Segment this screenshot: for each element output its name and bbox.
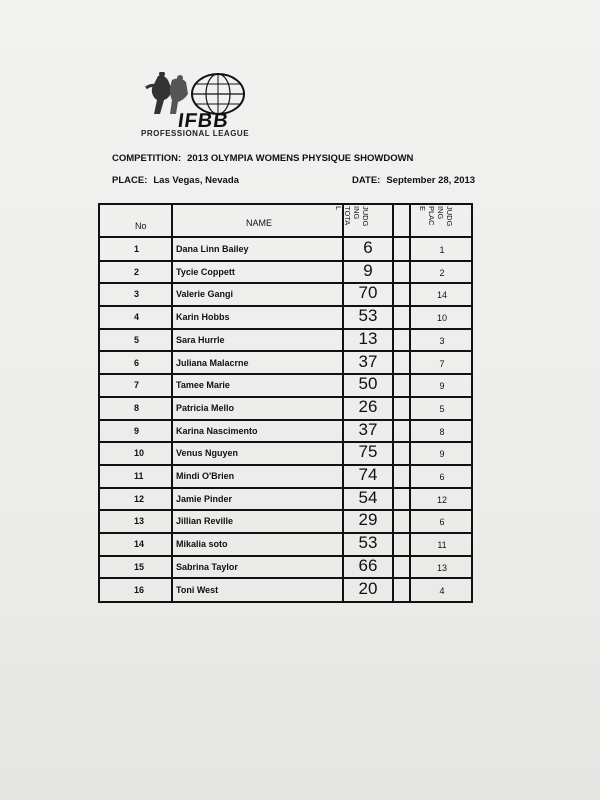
table-border-top xyxy=(98,203,473,205)
judging-place: 5 xyxy=(439,403,445,414)
table-row xyxy=(98,352,473,375)
competition-value: 2013 OLYMPIA WOMENS PHYSIQUE SHOWDOWN xyxy=(187,153,414,164)
col-header-judging-total: JUDG ING TOTA L xyxy=(334,206,370,227)
table-row xyxy=(98,397,473,420)
judging-place: 7 xyxy=(439,358,445,369)
judging-total: 13 xyxy=(358,328,378,348)
judging-place: 6 xyxy=(439,517,445,528)
judging-place: 9 xyxy=(439,381,445,392)
judging-place: 2 xyxy=(439,267,445,278)
judging-total: 74 xyxy=(358,465,378,484)
competitor-name: Jillian Reville xyxy=(176,516,234,527)
competitor-name: Patricia Mello xyxy=(176,402,235,413)
judging-total: 26 xyxy=(358,396,378,416)
judging-total: 53 xyxy=(358,533,378,553)
row-number: 16 xyxy=(134,584,145,595)
row-number: 8 xyxy=(134,402,140,413)
judging-total: 37 xyxy=(358,351,378,371)
row-number: 11 xyxy=(134,471,144,481)
table-row xyxy=(98,238,473,261)
judging-total: 54 xyxy=(358,487,378,507)
judging-place: 14 xyxy=(436,290,447,301)
judging-total: 66 xyxy=(358,555,378,575)
judging-total: 53 xyxy=(358,306,378,326)
col-header-no: No xyxy=(135,221,147,231)
competitor-name: Toni West xyxy=(176,584,219,595)
competitor-name: Mindi O'Brien xyxy=(176,471,235,481)
competitor-name: Venus Nguyen xyxy=(176,448,239,459)
table-row xyxy=(98,465,473,488)
row-number: 7 xyxy=(134,380,140,391)
row-number: 9 xyxy=(134,425,140,436)
judging-place: 10 xyxy=(436,313,447,324)
judging-total: 6 xyxy=(363,238,373,257)
row-number: 14 xyxy=(134,539,145,550)
table-row xyxy=(98,261,473,284)
judging-place: 6 xyxy=(439,472,445,482)
judging-total: 9 xyxy=(363,260,373,280)
judging-place: 9 xyxy=(439,449,445,460)
row-number: 3 xyxy=(134,289,140,300)
competitor-name: Tycie Coppett xyxy=(176,266,235,277)
place-line xyxy=(112,175,239,186)
competitor-name: Karin Hobbs xyxy=(176,312,230,323)
col-header-name: NAME xyxy=(246,218,273,228)
competition-label: COMPETITION: xyxy=(112,153,182,164)
logo-subtitle: PROFESSIONAL LEAGUE xyxy=(141,129,250,138)
table-row xyxy=(98,283,473,306)
judging-total: 37 xyxy=(358,419,378,439)
competitor-name: Jamie Pinder xyxy=(176,493,233,504)
judging-place: 13 xyxy=(436,562,447,573)
table-row xyxy=(98,329,473,352)
table-row xyxy=(98,374,473,397)
judging-place: 11 xyxy=(437,540,447,551)
logo-title: IFBB xyxy=(176,110,231,132)
judging-total: 70 xyxy=(358,283,378,303)
row-number: 1 xyxy=(134,244,140,254)
judging-place: 8 xyxy=(439,426,445,437)
row-number: 2 xyxy=(134,266,140,277)
competitor-name: Sabrina Taylor xyxy=(176,561,238,572)
date-line xyxy=(352,175,475,186)
competitor-name: Sara Hurrle xyxy=(176,334,225,345)
row-number: 13 xyxy=(134,516,145,527)
table-row xyxy=(98,510,473,533)
row-number: 10 xyxy=(134,448,145,459)
judging-total: 75 xyxy=(358,442,378,462)
table-row xyxy=(98,420,473,443)
judging-total: 29 xyxy=(358,510,378,530)
col-header-judging-place: JUDG ING PLAC E xyxy=(418,206,454,227)
place-value: Las Vegas, Nevada xyxy=(153,175,239,186)
competitor-name: Tamee Marie xyxy=(176,380,230,391)
judging-place: 1 xyxy=(439,245,445,255)
row-number: 15 xyxy=(134,561,145,572)
judging-total: 20 xyxy=(358,578,378,598)
table-row xyxy=(98,579,473,602)
row-number: 5 xyxy=(134,334,140,345)
competitor-name: Valerie Gangi xyxy=(176,289,234,300)
row-number: 12 xyxy=(134,493,145,504)
table-row xyxy=(98,442,473,465)
table-row xyxy=(98,306,473,329)
table-row xyxy=(98,488,473,511)
judging-place: 12 xyxy=(436,494,447,505)
date-value: September 28, 2013 xyxy=(386,175,476,186)
place-label: PLACE: xyxy=(112,175,148,186)
row-number: 6 xyxy=(134,357,140,368)
table-border-bottom xyxy=(98,601,473,603)
table-row xyxy=(98,533,473,556)
competitor-name: Mikalia soto xyxy=(176,539,228,550)
table-row xyxy=(98,556,473,579)
date-label: DATE: xyxy=(352,175,381,186)
competition-line xyxy=(112,153,413,164)
judging-place: 4 xyxy=(439,585,445,596)
row-number: 4 xyxy=(134,312,140,323)
competitor-name: Juliana Malacrne xyxy=(176,357,249,368)
results-table xyxy=(98,203,473,603)
judging-total: 50 xyxy=(358,374,378,394)
competitor-name: Karina Nascimento xyxy=(176,425,258,436)
competitor-name: Dana Linn Bailey xyxy=(176,244,249,254)
judging-place: 3 xyxy=(439,335,445,346)
